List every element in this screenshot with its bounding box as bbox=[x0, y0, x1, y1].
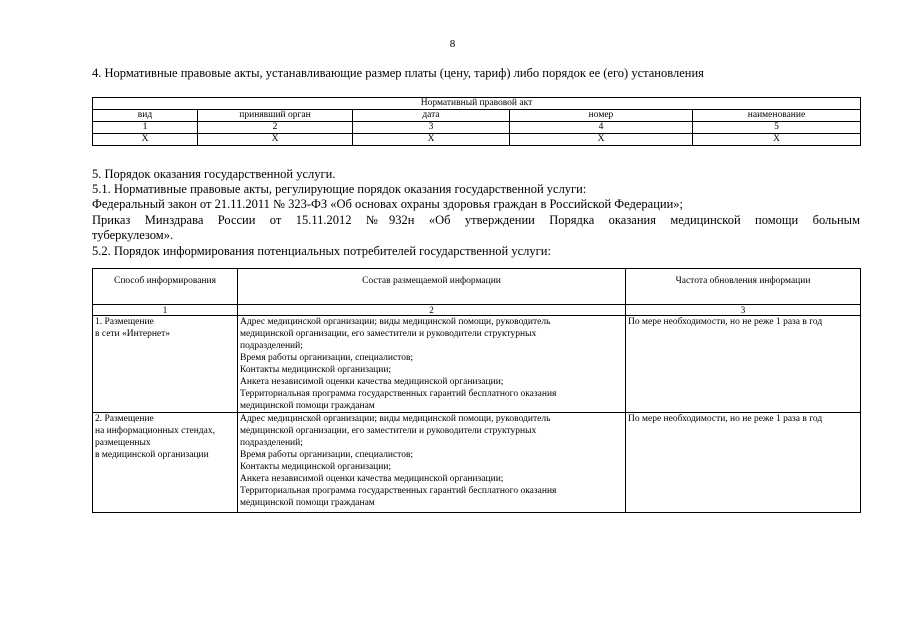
section5-heading: 5. Порядок оказания государственной услуги. bbox=[92, 167, 336, 181]
frequency-text: По мере необходимости, но не реже 1 раза в год bbox=[628, 317, 823, 327]
table-row bbox=[93, 413, 861, 513]
content-line: подразделений; bbox=[240, 438, 303, 448]
table1-group-header: Нормативный правовой акт bbox=[93, 98, 861, 110]
table1-cell: Х bbox=[693, 134, 861, 146]
method-line: 2. Размещение bbox=[95, 414, 154, 424]
content-line: Время работы организации, специалистов; bbox=[240, 353, 414, 363]
method-line: размещенных bbox=[95, 438, 151, 448]
content-line: Территориальная программа государственных гарантий бесплатного оказания bbox=[240, 389, 557, 399]
table1-data-row bbox=[93, 134, 861, 146]
table2-cell: 3 bbox=[626, 305, 861, 316]
content-line: Контакты медицинской организации; bbox=[240, 462, 392, 472]
page-number: 8 bbox=[449, 38, 456, 50]
table1-column-header-row bbox=[93, 110, 861, 122]
table2-col-header: Способ информирования bbox=[93, 269, 238, 305]
table1-cell: Х bbox=[510, 134, 693, 146]
table1-cell: Х bbox=[93, 134, 198, 146]
table2-number-row bbox=[93, 305, 861, 316]
table1-col-header: номер bbox=[510, 110, 693, 122]
content-cell bbox=[238, 413, 626, 513]
table1-cell: Х bbox=[353, 134, 510, 146]
table1-cell: 3 bbox=[353, 122, 510, 134]
table1-col-header: наименование bbox=[693, 110, 861, 122]
table1-cell: Х bbox=[198, 134, 353, 146]
content-line: Анкета независимой оценки качества медицинской организации; bbox=[240, 377, 504, 387]
table2-header-row bbox=[93, 269, 861, 305]
content-line: медицинской организации, его заместители и руководители структурных bbox=[240, 426, 537, 436]
content-line: Анкета независимой оценки качества медицинской организации; bbox=[240, 474, 504, 484]
method-cell bbox=[93, 413, 238, 513]
law-2-line-1: Приказ Минздрава России от 15.11.2012 №932н «Об утверждении Порядка оказания медицинской помощи больным bbox=[92, 213, 860, 227]
section4-heading: 4. Нормативные правовые акты, устанавливающие размер платы (цену, тариф) либо порядок ее (его) установления bbox=[92, 66, 704, 80]
section5-2-heading: 5.2. Порядок информирования потенциальных потребителей государственной услуги: bbox=[92, 244, 551, 258]
table2-col-header: Состав размещаемой информации bbox=[238, 269, 626, 305]
table1-col-header: принявший орган bbox=[198, 110, 353, 122]
method-line: на информационных стендах, bbox=[95, 426, 215, 436]
method-cell bbox=[93, 316, 238, 413]
table2-col-header: Частота обновления информации bbox=[626, 269, 861, 305]
content-line: медицинской помощи гражданам bbox=[240, 498, 375, 508]
table1-cell: 2 bbox=[198, 122, 353, 134]
table1-number-row bbox=[93, 122, 861, 134]
frequency-cell bbox=[626, 316, 861, 413]
legal-acts-table bbox=[92, 97, 861, 146]
law-2-line-2: туберкулезом». bbox=[92, 228, 174, 242]
table1-cell: 1 bbox=[93, 122, 198, 134]
section5-1-heading: 5.1. Нормативные правовые акты, регулирующие порядок оказания государственной услуги: bbox=[92, 182, 587, 196]
frequency-text: По мере необходимости, но не реже 1 раза в год bbox=[628, 414, 823, 424]
table1-col-header: дата bbox=[353, 110, 510, 122]
method-line: в сети «Интернет» bbox=[95, 329, 171, 339]
table1-col-header: вид bbox=[93, 110, 198, 122]
content-line: Время работы организации, специалистов; bbox=[240, 450, 414, 460]
content-line: Контакты медицинской организации; bbox=[240, 365, 392, 375]
table-row bbox=[93, 316, 861, 413]
method-line: в медицинской организации bbox=[95, 450, 209, 460]
content-line: медицинской организации, его заместители и руководители структурных bbox=[240, 329, 537, 339]
informing-table bbox=[92, 268, 861, 513]
content-line: подразделений; bbox=[240, 341, 303, 351]
content-line: Адрес медицинской организации; виды медицинской помощи, руководитель bbox=[240, 414, 551, 424]
table2-cell: 2 bbox=[238, 305, 626, 316]
method-line: 1. Размещение bbox=[95, 317, 154, 327]
content-line: Адрес медицинской организации; виды медицинской помощи, руководитель bbox=[240, 317, 551, 327]
table1-cell: 5 bbox=[693, 122, 861, 134]
frequency-cell bbox=[626, 413, 861, 513]
content-line: Территориальная программа государственных гарантий бесплатного оказания bbox=[240, 486, 557, 496]
law-1: Федеральный закон от 21.11.2011 № 323-ФЗ «Об основах охраны здоровья граждан в Российской Федерации»; bbox=[92, 197, 684, 211]
content-cell bbox=[238, 316, 626, 413]
table2-cell: 1 bbox=[93, 305, 238, 316]
table1-group-header-row bbox=[93, 98, 861, 110]
table1-cell: 4 bbox=[510, 122, 693, 134]
content-line: медицинской помощи гражданам bbox=[240, 401, 375, 411]
